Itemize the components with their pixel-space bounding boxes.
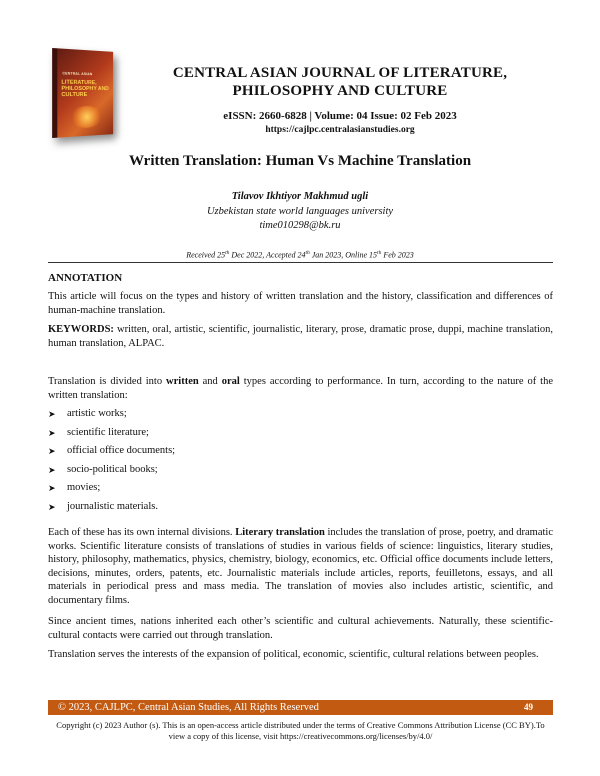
footer-bar [48, 700, 553, 715]
list-item: ➤ artistic works; [48, 405, 553, 424]
footer-copyright: © 2023, CAJLPC, Central Asian Studies, All Rights Reserved [58, 702, 319, 713]
list-item: ➤ official office documents; [48, 442, 553, 461]
journal-cover-image [52, 48, 113, 138]
annotation-heading: ANNOTATION [48, 272, 123, 284]
list-item: ➤ socio-political books; [48, 461, 553, 480]
journal-title: CENTRAL ASIAN JOURNAL OF LITERATURE, PHILOSOPHY AND CULTURE [172, 65, 508, 99]
journal-url[interactable]: https://cajlpc.centralasianstudies.org [265, 125, 415, 135]
arrow-bullet-icon: ➤ [48, 464, 56, 475]
cover-spine [52, 48, 57, 138]
arrow-bullet-icon: ➤ [48, 501, 56, 512]
annotation-text: This article will focus on the types and history of written translation and the history, classification and differences of human-machine translation. [48, 291, 553, 316]
publication-dates: Received 25th Dec 2022, Accepted 24th Jan 2023, Online 15th Feb 2023 [186, 250, 414, 260]
list-item: ➤ journalistic materials. [48, 498, 553, 517]
intro-paragraph: Translation is divided into written and oral types according to performance. In turn, according to the nature of the written translation: [48, 376, 553, 401]
cover-line1: CENTRAL ASIAN [62, 71, 93, 77]
issn-line: eISSN: 2660-6828 | Volume: 04 Issue: 02 Feb 2023 [223, 110, 457, 122]
keywords-label: KEYWORDS: [48, 324, 114, 335]
author-affiliation: Uzbekistan state world languages university [206, 206, 394, 217]
list-item: ➤ scientific literature; [48, 424, 553, 443]
arrow-bullet-icon: ➤ [48, 409, 56, 419]
arrow-bullet-icon: ➤ [48, 483, 56, 494]
paper-title: Written Translation: Human Vs Machine Translation [128, 153, 472, 169]
body-paragraph-3: Since ancient times, nations inherited each other’s scientific and cultural achievements. Naturally, these scientific-cultural contacts were carried out through translation. [48, 616, 553, 641]
arrow-bullet-icon: ➤ [48, 427, 56, 438]
keywords-list: written, oral, artistic, scientific, journalistic, literary, prose, dramatic prose, duppi, machine translation, human translation, ALPAC. [48, 324, 553, 349]
author-email[interactable]: time010298@bk.ru [259, 220, 341, 231]
keywords [48, 323, 553, 350]
cover-line2: LITERATURE, PHILOSOPHY AND CULTURE [61, 79, 109, 99]
author-name: Tilavov Ikhtiyor Makhmud ugli [231, 191, 369, 202]
page-number: 49 [524, 702, 533, 712]
arrow-bullet-icon: ➤ [48, 446, 56, 457]
body-paragraph-2: Each of these has its own internal divisions. Literary translation includes the translation of prose, poetry, and dramatic works. Scientific literature consists of translations of studies in various fields of science: linguistics, literary studies, history, philosophy, mathematics, physics, chemistry, biology, economics, etc. Official office documents include letters, decisions, minutes, orders, patents, etc. Journalistic materials include articles, reports, feuilletons, essays, and all materials in periodical press and mass media. The translation of movies also includes artistic, scientific, and documentary films. [48, 527, 553, 606]
cover-illustration [70, 106, 102, 129]
list-item: ➤ movies; [48, 479, 553, 498]
translation-types-list [48, 405, 553, 517]
license-notice: Copyright (c) 2023 Author (s). This is an open-access article distributed under the terms of Creative Commons Attribution License (CC BY).To view a copy of this license, visit https://creativecommons.org/licenses/by/4.0/ [56, 720, 545, 741]
body-paragraph-4: Translation serves the interests of the expansion of political, economic, scientific, cultural relations between peoples. [48, 649, 539, 660]
header-divider [48, 262, 553, 263]
